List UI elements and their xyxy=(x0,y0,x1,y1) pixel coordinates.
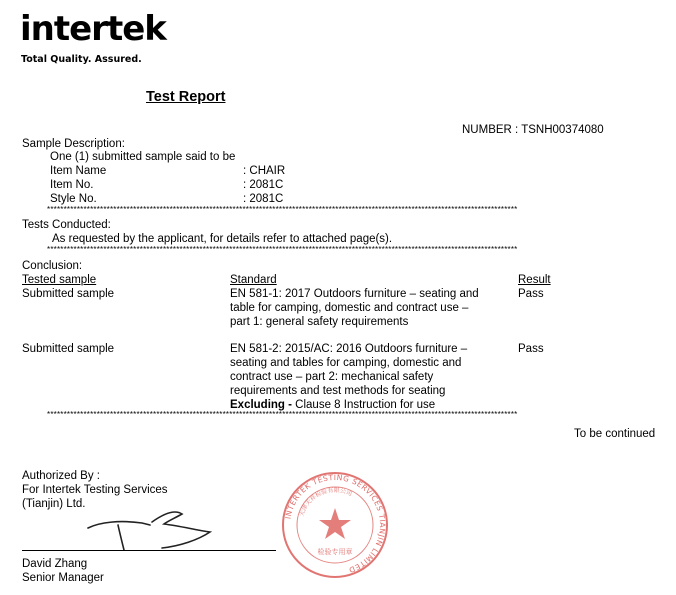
row2-excluding xyxy=(230,398,435,412)
tests-conducted-heading: Tests Conducted: xyxy=(22,219,111,231)
row1-standard-line3: part 1: general safety requirements xyxy=(230,316,409,328)
row1-result: Pass xyxy=(518,288,544,300)
to-be-continued: To be continued xyxy=(574,428,656,440)
style-no-value: : 2081C xyxy=(243,193,284,205)
svg-text:天津天祥检验有限公司: 天津天祥检验有限公司 xyxy=(298,486,354,518)
company-line2: (Tianjin) Ltd. xyxy=(22,498,86,510)
column-header-result: Result xyxy=(518,274,551,286)
item-name-value: : CHAIR xyxy=(243,165,286,177)
signatory-title: Senior Manager xyxy=(22,572,104,584)
row2-sample: Submitted sample xyxy=(22,343,115,355)
row2-standard-line4: requirements and test methods for seating xyxy=(230,385,446,397)
signatory-name: David Zhang xyxy=(22,558,88,570)
sample-intro: One (1) submitted sample said to be xyxy=(50,151,236,163)
row2-standard-line1: EN 581-2: 2015/AC: 2016 Outdoors furniture – xyxy=(230,343,468,355)
row2-standard-line2: seating and tables for camping, domestic and xyxy=(230,357,462,369)
row1-standard-line2: table for camping, domestic and contract use – xyxy=(230,302,469,314)
separator-line: ********************************************************************************************************************************************** xyxy=(47,411,518,419)
svg-text:检验专用章: 检验专用章 xyxy=(317,548,353,556)
style-no-label: Style No. xyxy=(50,193,97,205)
intertek-logo: intertek xyxy=(20,9,166,49)
item-name-label: Item Name xyxy=(50,165,107,177)
row2-standard-line3: contract use – part 2: mechanical safety xyxy=(230,371,434,383)
column-header-sample: Tested sample xyxy=(22,274,97,286)
sample-description-heading: Sample Description: xyxy=(22,138,125,150)
row1-sample: Submitted sample xyxy=(22,288,115,300)
row2-result: Pass xyxy=(518,343,544,355)
separator-line: ********************************************************************************************************************************************** xyxy=(47,206,518,214)
company-line1: For Intertek Testing Services xyxy=(22,484,168,496)
svg-text:INTERTEK TESTING SERVICES TIAN: INTERTEK TESTING SERVICES TIANJIN LIMITED xyxy=(283,472,388,575)
conclusion-heading: Conclusion: xyxy=(22,260,83,272)
row1-standard-line1: EN 581-1: 2017 Outdoors furniture – seating and xyxy=(230,288,479,300)
column-header-standard: Standard xyxy=(230,274,277,286)
logo-tagline: Total Quality. Assured. xyxy=(21,54,142,65)
tests-conducted-text: As requested by the applicant, for details refer to attached page(s). xyxy=(52,233,393,245)
excluding-text: Clause 8 Instruction for use xyxy=(291,399,436,411)
item-no-value: : 2081C xyxy=(243,179,284,191)
excluding-label: Excluding - xyxy=(230,399,292,411)
report-number: NUMBER : TSNH00374080 xyxy=(462,124,604,136)
signature-line xyxy=(22,550,276,551)
separator-line: ********************************************************************************************************************************************** xyxy=(47,246,518,254)
item-no-label: Item No. xyxy=(50,179,94,191)
company-seal-stamp xyxy=(280,470,390,580)
authorized-by-label: Authorized By : xyxy=(22,470,100,482)
handwritten-signature xyxy=(80,508,230,554)
report-title: Test Report xyxy=(146,89,226,105)
